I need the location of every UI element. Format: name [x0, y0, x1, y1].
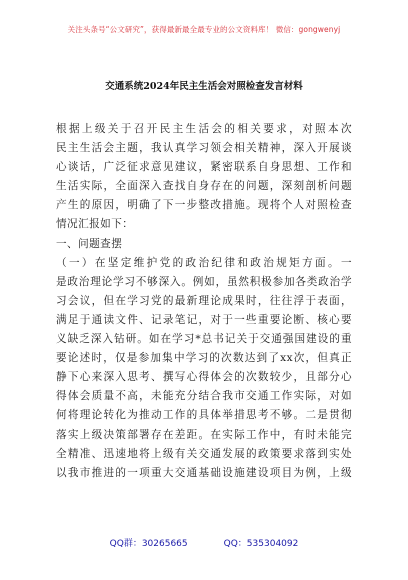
document-body	[56, 120, 352, 483]
body-line: 得体会质量不高，未能充分结合我市交通工作实际，对如	[56, 390, 352, 403]
body-line: 情况汇报如下：	[56, 218, 134, 231]
body-line: 要论述时，仅是参加集中学习的次数达到了xx次，但真正	[56, 352, 352, 365]
body-line: 是政治理论学习不够深入。例如，虽然积极参加各类政治学	[56, 275, 352, 288]
page-title: 交通系统2024年民主生活会对照检查发言材料	[105, 81, 303, 92]
body-line: 民主生活会主题，我认真学习领会相关精神，深入开展谈	[56, 142, 352, 155]
body-line: 全精准、迅速地将上级有关交通发展的政策要求落到实处	[56, 447, 352, 460]
header-banner: 关注头条号“公文研究”，获得最新最全最专业的公文资料库！ 微信：gongwenyj	[67, 25, 341, 34]
body-line: 何将理论转化为推动工作的具体举措思考不够。二是贯彻	[56, 409, 352, 422]
body-line: 义缺乏深入钻研。如在学习*总书记关于交通强国建设的重	[56, 333, 352, 346]
body-line: 落实上级决策部署存在差距。在实际工作中，有时未能完	[56, 428, 352, 441]
body-line: 心谈话，广泛征求意见建议，紧密联系自身思想、工作和	[56, 161, 352, 174]
section-heading: 一、问题查摆	[56, 237, 123, 250]
footer-qq-group: QQ群：30265665	[109, 539, 188, 549]
body-line: 生活实际，全面深入查找自身存在的问题，深刻剖析问题	[56, 180, 352, 193]
body-line: 静下心来深入思考、撰写心得体会的次数较少，且部分心	[56, 371, 352, 384]
body-line: 根据上级关于召开民主生活会的相关要求，对照本次	[56, 123, 352, 135]
body-line: 满足于通读文件、记录笔记，对于一些重要论断、核心要	[56, 313, 352, 326]
body-line: 习会议，但在学习党的最新理论成果时，往往浮于表面，	[56, 294, 352, 307]
footer-qq: QQ：535304092	[223, 539, 299, 549]
body-line: 以我市推进的一项重大交通基础设施建设项目为例，上级	[56, 466, 352, 479]
body-line: （一）在坚定维护党的政治纪律和政治规矩方面。一	[56, 256, 352, 269]
body-line: 产生的原因，明确了下一步整改措施。现将个人对照检查	[56, 199, 352, 212]
footer-contact	[0, 536, 408, 549]
